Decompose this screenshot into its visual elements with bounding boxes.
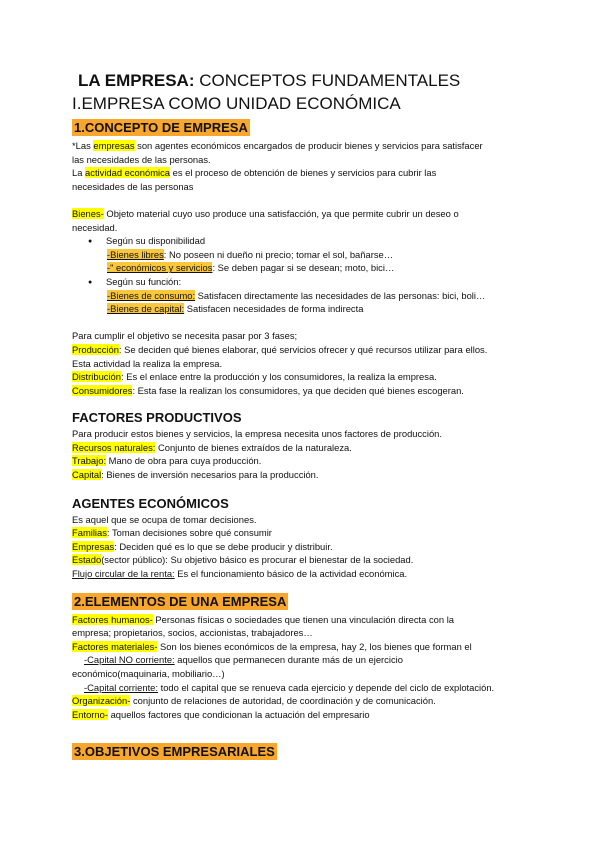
paragraph: Es aquel que se ocupa de tomar decisiones.: [72, 513, 257, 525]
paragraph-bienes: Bienes- Objeto material cuyo uso produce una satisfacción, ya que permite cubrir un deseo o: [72, 207, 459, 219]
paragraph: económico(maquinaria, mobiliario…): [72, 668, 225, 679]
sub-item: -Bienes de capital: Satisfacen necesidades de forma indirecta: [107, 303, 364, 315]
title-rest: CONCEPTOS FUNDAMENTALES: [194, 71, 461, 90]
factor-item: Capital: Bienes de inversión necesarios para la producción.: [72, 469, 319, 481]
paragraph: las necesidades de las personas.: [72, 153, 211, 165]
paragraph: necesidad.: [72, 221, 118, 233]
paragraph: La actividad económica es el proceso de obtención de bienes y servicios para cubrir las: [72, 167, 437, 179]
sub-item: -Bienes de consumo: Satisfacen directamente las necesidades de las personas: bici, boli…: [107, 289, 486, 301]
paragraph: empresa; propietarios, socios, accionistas, trabajadores…: [72, 627, 313, 639]
factor-item: Trabajo: Mano de obra para cuya producción.: [72, 455, 262, 467]
section-heading-elementos: 2.ELEMENTOS DE UNA EMPRESA: [74, 593, 287, 609]
document-page: [72, 70, 542, 761]
bullet-item: ● Según su función:: [72, 275, 542, 289]
paragraph: Esta actividad la realiza la empresa.: [72, 357, 223, 369]
document-subtitle: I.EMPRESA COMO UNIDAD ECONÓMICA: [72, 94, 401, 113]
fase-item: Producción: Se deciden qué bienes elaborar, qué servicios ofrecer y qué recursos utilizar para ellos.: [72, 343, 488, 355]
elemento-item: Entorno- aquellos factores que condicionan la actuación del empresario: [72, 708, 370, 720]
sub-item: -Capital NO corriente: aquellos que permanecen durante más de un ejercicio: [84, 654, 403, 666]
sub-item: -" económicos y servicios: Se deben pagar si se desean; moto, bici…: [107, 262, 395, 274]
paragraph: Para producir estos bienes y servicios, la empresa necesita unos factores de producción.: [72, 428, 442, 440]
agente-item: Empresas: Deciden qué es lo que se debe producir y distribuir.: [72, 540, 333, 552]
fase-item: Consumidores: Esta fase la realizan los consumidores, ya que deciden qué bienes escogeran.: [72, 384, 464, 396]
paragraph: Para cumplir el objetivo se necesita pasar por 3 fases;: [72, 330, 298, 342]
title-bold: LA EMPRESA:: [78, 71, 195, 90]
agente-item: Estado(sector público): Su objetivo básico es procurar el bienestar de la sociedad.: [72, 554, 414, 566]
section-heading-concepto: 1.CONCEPTO DE EMPRESA: [74, 120, 248, 135]
paragraph: necesidades de las personas: [72, 180, 194, 192]
section-heading-factores: FACTORES PRODUCTIVOS: [72, 410, 242, 426]
sub-item: -Bienes libres: No poseen ni dueño ni precio; tomar el sol, bañarse…: [107, 248, 394, 260]
paragraph: *Las empresas son agentes económicos encargados de producir bienes y servicios para satisfacer: [72, 140, 483, 151]
fase-item: Distribución: Es el enlace entre la producción y los consumidores, la realiza la empresa.: [72, 371, 437, 383]
section-heading-objetivos: 3.OBJETIVOS EMPRESARIALES: [74, 744, 275, 760]
bullet-item: ● Según su disponibilidad: [72, 234, 542, 248]
document-title: [78, 70, 542, 92]
section-heading-agentes: AGENTES ECONÓMICOS: [72, 495, 229, 511]
factor-item: Recursos naturales: Conjunto de bienes extraídos de la naturaleza.: [72, 441, 352, 453]
elemento-item: Factores humanos- Personas físicas o sociedades que tienen una vinculación directa con la: [72, 613, 454, 625]
agente-item: Flujo circular de la renta: Es el funcionamiento básico de la actividad económica.: [72, 568, 408, 580]
sub-item: -Capital corriente: todo el capital que se renueva cada ejercicio y depende del ciclo de explotación.: [84, 681, 495, 693]
elemento-item: Factores materiales- Son los bienes económicos de la empresa, hay 2, los bienes que forman el: [72, 640, 472, 652]
elemento-item: Organización- conjunto de relaciones de autoridad, de coordinación y de comunicación.: [72, 695, 436, 707]
agente-item: Familias: Toman decisiones sobre qué consumir: [72, 527, 272, 539]
